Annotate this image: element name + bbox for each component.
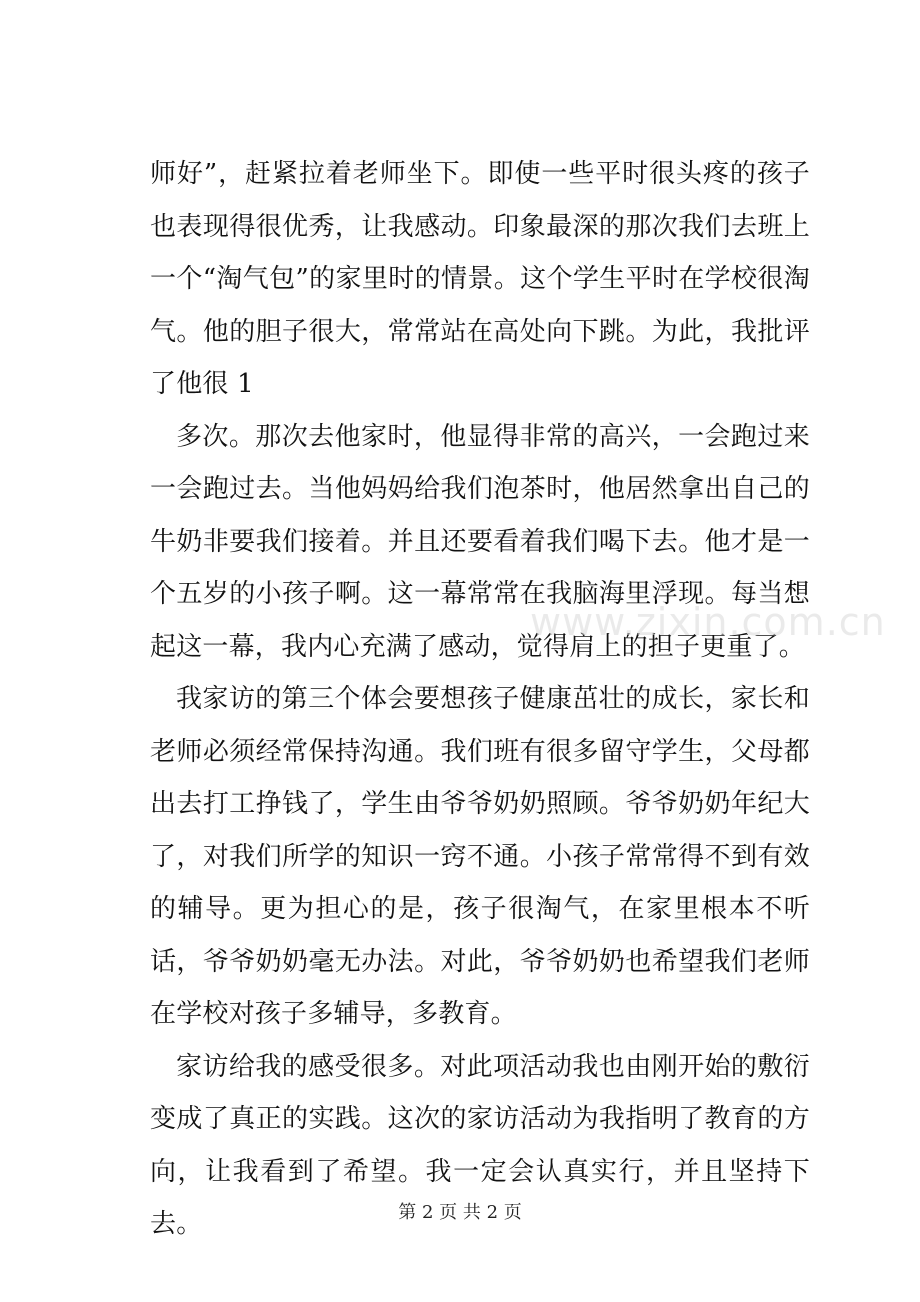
paragraph-3: 我家访的第三个体会要想孩子健康茁壮的成长，家长和老师必须经常保持沟通。我们班有很多留守学生，父母都出去打工挣钱了，学生由爷爷奶奶照顾。爷爷奶奶年纪大了，对我们所学的知识一窍不通。小孩子常常得不到有效的辅导。更为担心的是，孩子很淘气，在家里根本不听话，爷爷奶奶毫无办法。对此，爷爷奶奶也希望我们老师在学校对孩子多辅导，多教育。 xyxy=(150,684,810,1029)
watermark: www.zixin.com.cn xyxy=(530,600,886,644)
document-body xyxy=(150,148,810,1251)
paragraph-1: 师好”，赶紧拉着老师坐下。即使一些平时很头疼的孩子也表现得很优秀，让我感动。印象最深的那次我们去班上一个“淘气包”的家里时的情景。这个学生平时在学校很淘气。他的胆子很大，常常站在高处向下跳。为此，我批评了他很 1 xyxy=(150,159,810,399)
page-footer: 第 2 页 共 2 页 xyxy=(398,1202,522,1223)
paragraph-4: 家访给我的感受很多。对此项活动我也由刚开始的敷衍变成了真正的实践。这次的家访活动为我指明了教育的方向，让我看到了希望。我一定会认真实行，并且坚持下去。 xyxy=(150,1051,810,1239)
paragraph-2: 多次。那次去他家时，他显得非常的高兴，一会跑过来一会跑过去。当他妈妈给我们泡茶时，他居然拿出自己的牛奶非要我们接着。并且还要看着我们喝下去。他才是一个五岁的小孩子啊。这一幕常常在我脑海里浮现。每当想起这一幕，我内心充满了感动，觉得肩上的担子更重了。 xyxy=(150,421,810,662)
